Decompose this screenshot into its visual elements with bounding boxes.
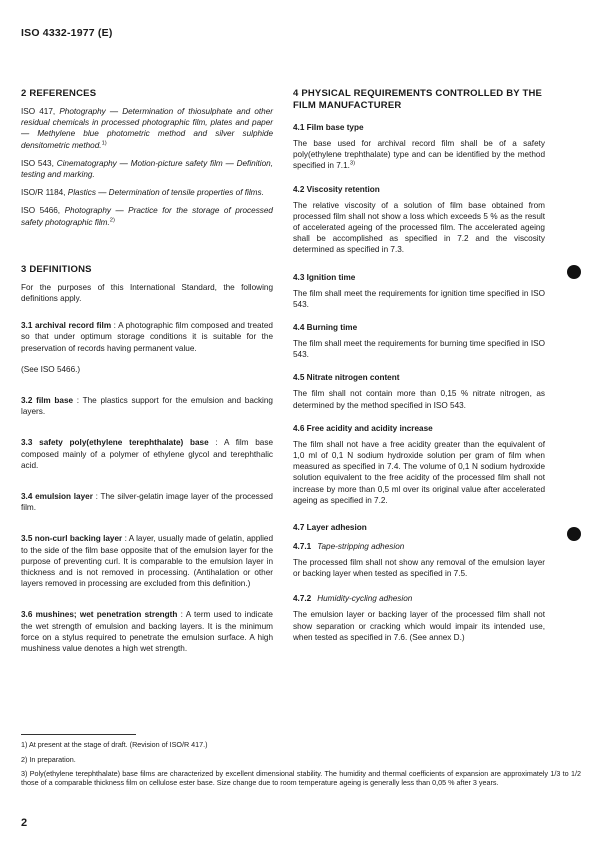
reference-item: ISO 417, Photography — Determination of thiosulphate and other residual chemicals in processed photographic film, plates and paper — Methylene blue photometric method and silver sulphide densitometric method.$^{1)}$ [21, 107, 273, 150]
footnote-rule [21, 734, 136, 735]
section-4-4-text: The film shall meet the requirements for burning time specified in ISO 543. [293, 339, 545, 360]
definition-3-1: 3.1 archival record film : A photographic film composed and treated so that under optimum storage conditions it is suitable for the preservation of records having permanent value. [21, 321, 273, 353]
section-4-3-title: 4.3 Ignition time [293, 272, 356, 282]
page-number: 2 [21, 817, 28, 829]
reference-item: ISO 543, Cinematography — Motion-picture safety film — Definition, testing and marking. [21, 158, 273, 180]
definition-3-4: 3.4 emulsion layer : The silver-gelatin image layer of the processed film. [21, 492, 273, 513]
definition-3-2: 3.2 film base : The plastics support for the emulsion and backing layers. [21, 396, 273, 417]
left-column [21, 88, 273, 654]
section-4-7-1-title: 4.7.1 Tape-stripping adhesion [293, 542, 405, 552]
section-4-5-text: The film shall not contain more than 0,15 % nitrate nitrogen, as determined by the method specified in ISO 543. [293, 389, 545, 410]
right-column [293, 88, 545, 643]
definition-note: (See ISO 5466.) [21, 364, 81, 374]
section-4-7-1-text: The processed film shall not show any removal of the emulsion layer or backing layer when tested as specified in 7.5. [293, 558, 545, 579]
footnote-3: 3) Poly(ethylene terephthalate) base films are characterized by excellent dimensional stability. The humidity and thermal coefficients of expansion are approximately 1/3 to 1/2 those of a comparable thickness film on cellulose ester base. Size change due to room temperature ageing is generally less than 0,05 % after 3 years. [21, 769, 581, 787]
section-4-7-2-text: The emulsion layer or backing layer of the processed film shall not show separation or cracking which would impair its intended use, when tested as specified in 7.6. (See annex D.) [293, 610, 545, 642]
section-4-5-title: 4.5 Nitrate nitrogen content [293, 373, 400, 383]
definitions-intro: For the purposes of this International Standard, the following definitions apply. [21, 282, 273, 304]
section-4-6-title: 4.6 Free acidity and acidity increase [293, 423, 433, 433]
reference-item: ISO/R 1184, Plastics — Determination of tensile properties of films. [21, 188, 264, 198]
definition-3-6: 3.6 mushines; wet penetration strength : A term used to indicate the wet strength of emulsion and backing layers. It is the minimum force on a stylus required to penetrate the emulsion surface. A high mushiness value denotes a high wet strength. [21, 610, 273, 654]
section-4-3-text: The film shall meet the requirements for ignition time specified in ISO 543. [293, 288, 545, 309]
reference-item: ISO 5466, Photography — Practice for the storage of processed safety photographic film.$^{2)}$ [21, 206, 273, 227]
section-4-2-title: 4.2 Viscosity retention [293, 184, 380, 194]
punch-hole-mark [567, 265, 581, 279]
references-heading: 2 REFERENCES [21, 88, 97, 99]
definition-3-3: 3.3 safety poly(ethylene terephthalate) base : A film base composed mainly of a polymer of ethylene glycol and terephthalic acid. [21, 438, 273, 470]
section-4-6-text: The film shall not have a free acidity greater than the equivalent of 1,0 ml of 0,1 N sodium hydroxide solution per gram of film when measured as specified in 7.4. The volume of 0,1 N sodium hydroxide solution equivalent to the free acidity of the processed film shall not increase by more than 0,5 ml over its original value after accelerated ageing as specified in 7.2. [293, 439, 545, 505]
section-4-4-title: 4.4 Burning time [293, 323, 358, 333]
definition-3-5: 3.5 non-curl backing layer : A layer, usually made of gelatin, applied to the side of the film base opposite that of the emulsion layer for the purpose of preventing curl. It is comparable to the emulsion layer in thickness and is not removed in processing. (Antihalation or other layers removed in processing are excluded from this definition.) [21, 534, 274, 589]
section-4-7-2-title: 4.7.2 Humidity-cycling adhesion [293, 594, 413, 604]
section-4-7-title: 4.7 Layer adhesion [293, 523, 367, 533]
document-id: ISO 4332-1977 (E) [21, 27, 113, 39]
punch-hole-mark [567, 527, 581, 541]
footnote-1: 1) At present at the stage of draft. (Revision of ISO/R 417.) [21, 740, 208, 749]
footnote-2: 2) In preparation. [21, 755, 76, 764]
definitions-heading: 3 DEFINITIONS [21, 263, 92, 275]
section-4-1-text: The base used for archival record film shall be of a safety poly(ethylene trephthalate) type and can be identified by the method specified in 7.1.$^{3)}$ [293, 139, 545, 171]
section-4-2-text: The relative viscosity of a solution of film base obtained from processed film shall not show a loss which exceeds 5 % as the result of accelerated ageing of the processed film. The accelerated ageing shall be accomplished as specified in 7.2 and the viscosity determined as specified in 7.3. [293, 200, 545, 255]
physical-requirements-heading: 4 PHYSICAL REQUIREMENTS CONTROLLED BY THE FILM MANUFACTURER [293, 88, 543, 111]
section-4-1-title: 4.1 Film base type [293, 123, 364, 132]
